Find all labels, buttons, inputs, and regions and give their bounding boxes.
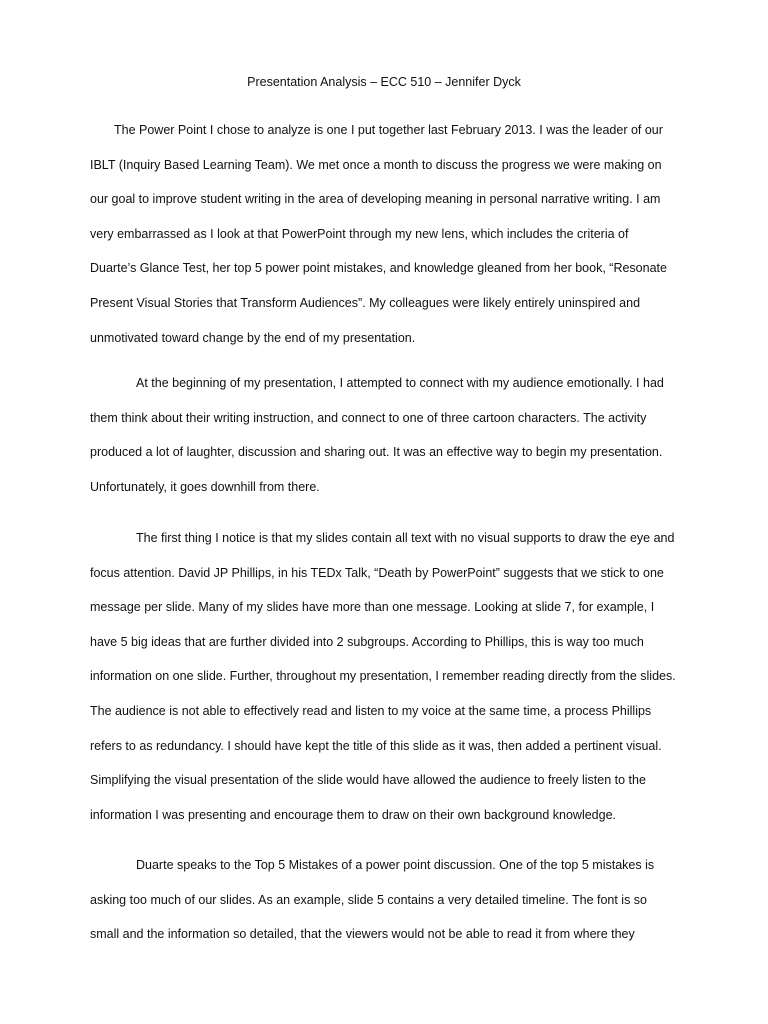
paragraph-4: Duarte speaks to the Top 5 Mistakes of a power point discussion. One of the top 5 mistakes is asking too much of our slides. As an example, slide 5 contains a very detailed timeline. The font is so small and the information so detailed, that the viewers would not be able to read it from where they xyxy=(90,858,655,942)
paragraph-1: The Power Point I chose to analyze is one I put together last February 2013. I was the leader of our IBLT (Inquiry Based Learning Team). We met once a month to discuss the progress we were making on our goal to improve student writing in the area of developing meaning in personal narrative writing. I am very embarrassed as I look at that PowerPoint through my new lens, which includes the criteria of Duarte’s Glance Test, her top 5 power point mistakes, and knowledge gleaned from her book, “Resonate Present Visual Stories that Transform Audiences”. My colleagues were likely entirely uninspired and unmotivated toward change by the end of my presentation. xyxy=(90,123,667,345)
paragraph-3: The first thing I notice is that my slides contain all text with no visual supports to draw the eye and focus attention. David JP Phillips, in his TEDx Talk, “Death by PowerPoint” suggests that we stick to one message per slide. Many of my slides have more than one message. Looking at slide 7, for example, I have 5 big ideas that are further divided into 2 subgroups. According to Phillips, this is way too much information on one slide. Further, throughout my presentation, I remember reading directly from the slides. The audience is not able to effectively read and listen to my voice at the same time, a process Phillips refers to as redundancy. I should have kept the title of this slide as it was, then added a pertinent visual. Simplifying the visual presentation of the slide would have allowed the audience to freely listen to the information I was presenting and encourage them to draw on their own background knowledge. xyxy=(90,531,676,822)
document-title: Presentation Analysis – ECC 510 – Jennifer Dyck xyxy=(247,75,521,89)
paragraph-2: At the beginning of my presentation, I attempted to connect with my audience emotionally. I had them think about their writing instruction, and connect to one of three cartoon characters. The activity produced a lot of laughter, discussion and sharing out. It was an effective way to begin my presentation. Unfortunately, it goes downhill from there. xyxy=(90,376,664,494)
